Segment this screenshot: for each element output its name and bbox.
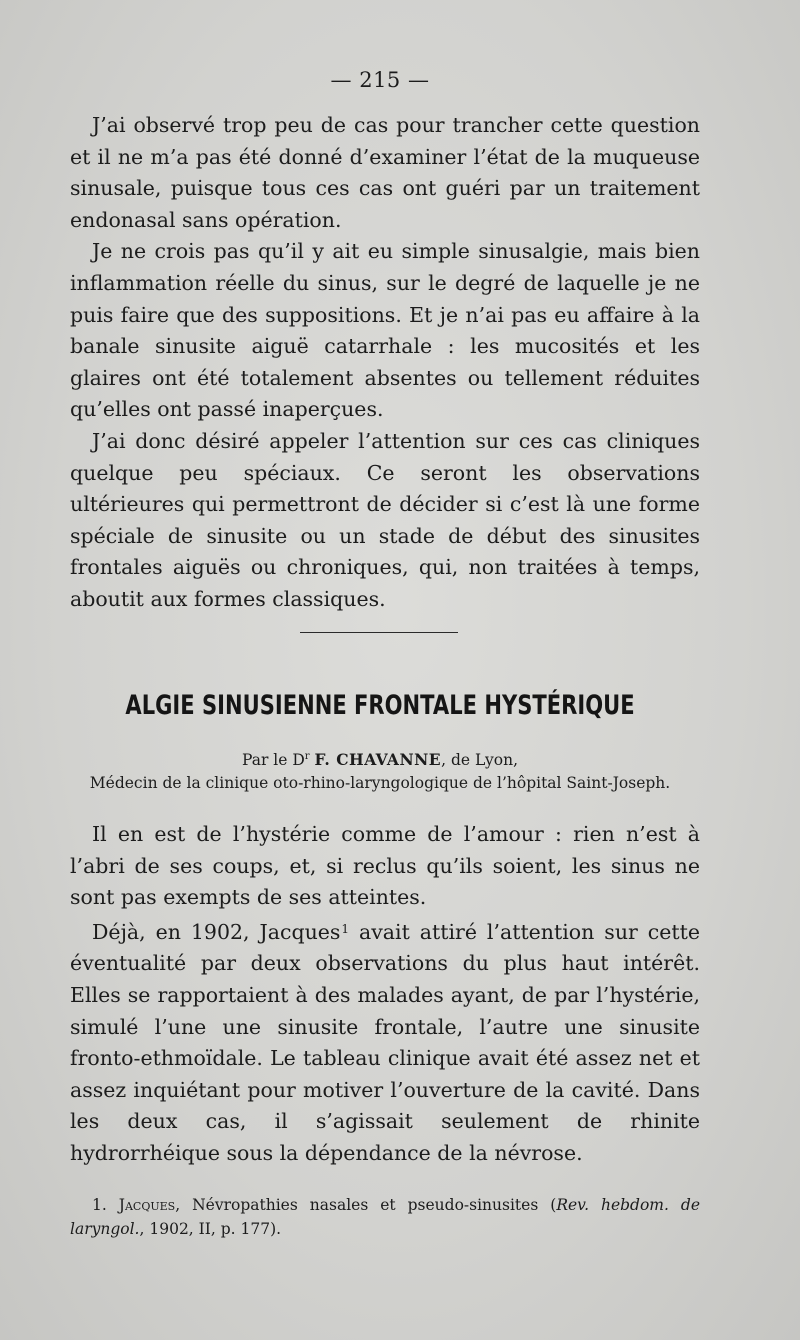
footnote-journal: Rev. hebdom. de laryngol. <box>70 1196 700 1238</box>
footnote-title: , Névropathies nasales et pseudo-sinusites ( <box>175 1196 557 1214</box>
byline-suffix: , de Lyon, <box>441 751 519 770</box>
paragraph <box>70 914 700 1170</box>
author-affiliation: Médecin de la clinique oto-rhino-laryngologique de l’hôpital Saint-Joseph. <box>89 774 671 792</box>
paragraph-text: avait attiré l’attention sur cette éventualité par deux observations du plus haut intérêt. Elles se rapportaient à des malades ayant, de par l’hystérie, simulé l’une une sinusite frontale, l’autre une sinusite fronto-ethmoïdale. Le tableau clinique avait été assez net et assez inquiétant pour motiver l’ouverture de la cavité. Dans les deux cas, il s’agissait seulement de rhinite hydrorrhéique sous la dépendance de la névrose. <box>70 919 700 1165</box>
previous-article-conclusion <box>70 110 700 616</box>
paragraph: J’ai donc désiré appeler l’attention sur ces cas cliniques quelque peu spéciaux. Ce seront les observations ultérieures qui permettront de décider si c’est là une forme spéciale de sinusite ou un stade de début des sinusites frontales aiguës ou chroniques, qui, non traitées à temps, aboutit aux formes classiques. <box>70 428 700 611</box>
paragraph: Il en est de l’hystérie comme de l’amour : rien n’est à l’abri de ses coups, et, si reclus qu’ils soient, les sinus ne sont pas exempts de ses atteintes. <box>70 822 700 910</box>
footnote-reference-details: , 1902, II, p. 177). <box>139 1220 282 1238</box>
page-number: — 215 — <box>330 68 430 92</box>
footnote <box>70 1193 700 1241</box>
article-body <box>70 819 700 1170</box>
footnote-author: Jacques <box>118 1196 176 1214</box>
article-title: ALGIE SINUSIENNE FRONTALE HYSTÉRIQUE <box>125 690 635 721</box>
paragraph-text: Déjà, en 1902, Jacques <box>92 919 341 944</box>
author-name: F. CHAVANNE <box>314 750 442 770</box>
byline-prefix-superscript: r <box>304 751 310 762</box>
paragraph: J’ai observé trop peu de cas pour trancher cette question et il ne m’a pas été donné d’examiner l’état de la muqueuse sinusale, puisque tous ces cas ont guéri par un traitement endonasal sans opération. <box>70 113 700 232</box>
footnote-reference: 1 <box>341 921 350 936</box>
footnote-number: 1. <box>92 1196 119 1214</box>
author-byline <box>0 746 760 771</box>
paragraph: Je ne crois pas qu’il y ait eu simple sinusalgie, mais bien inflammation réelle du sinus, sur le degré de laquelle je ne puis faire que des suppositions. Et je n’ai pas eu affaire à la banale sinusite aiguë catarrhale : les mucosités et les glaires ont été totalement absentes ou tellement réduites qu’elles ont passé inaperçues. <box>70 239 700 422</box>
byline-prefix: Par le D <box>241 751 305 770</box>
section-divider <box>300 632 458 633</box>
footnote-text <box>70 1193 700 1241</box>
